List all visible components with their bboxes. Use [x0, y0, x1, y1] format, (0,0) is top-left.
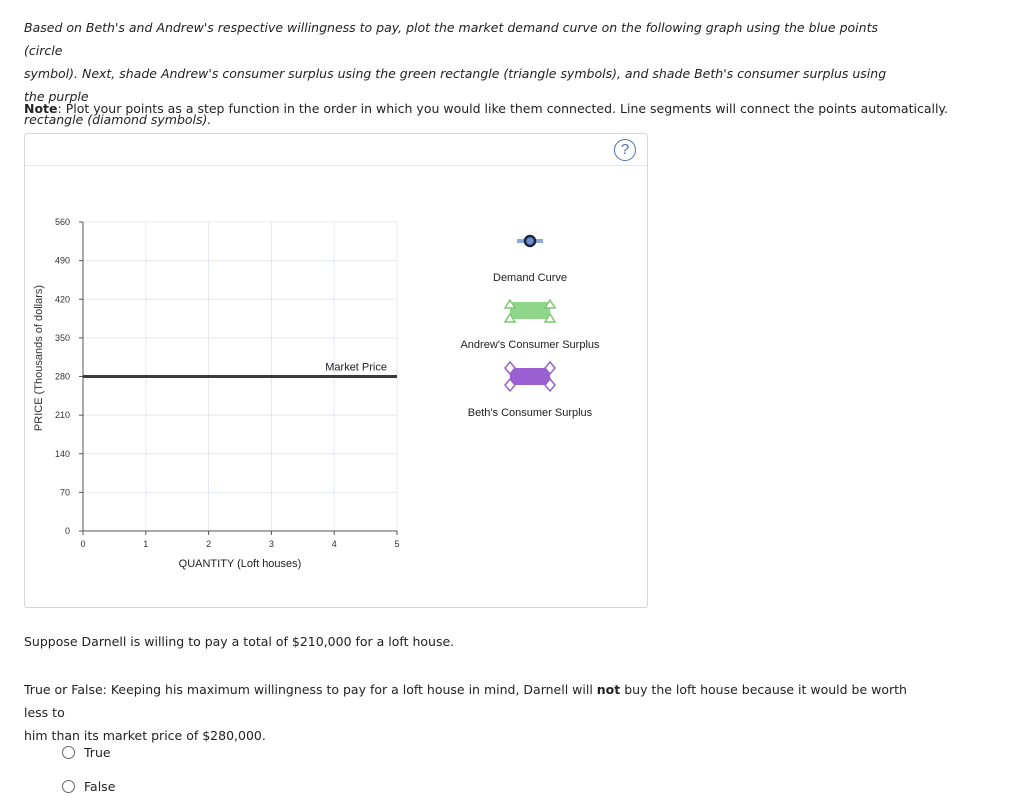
- note-label: Note: [24, 101, 58, 116]
- plot-axes: [79, 222, 397, 535]
- x-axis-label: QUANTITY (Loft houses): [178, 558, 302, 570]
- question-text-bold: not: [596, 682, 621, 697]
- y-tick-label: 490: [54, 255, 70, 266]
- option-false[interactable]: [62, 779, 115, 794]
- option-false-label: False: [84, 779, 116, 794]
- y-tick-labels: [55, 217, 70, 536]
- beth-surplus-tool[interactable]: [505, 362, 555, 391]
- market-price-label: Market Price: [325, 361, 387, 374]
- y-axis-label: PRICE (Thousands of dollars): [33, 284, 45, 432]
- x-tick-labels: [80, 539, 399, 549]
- andrew-surplus-tool[interactable]: [505, 300, 555, 322]
- y-tick-label: 210: [54, 410, 70, 421]
- note: [24, 99, 948, 119]
- graph-canvas[interactable]: [25, 134, 647, 607]
- y-tick-label: 0: [64, 526, 70, 536]
- note-text: : Plot your points as a step function in the order in which you would like them connected. Line segments will connect the points automatically.: [57, 101, 949, 116]
- x-tick-label: 1: [143, 539, 149, 549]
- legend-andrew-label: Andrew's Consumer Surplus: [460, 339, 600, 351]
- x-tick-label: 5: [394, 539, 400, 549]
- beth-surplus-rect-icon: [510, 368, 550, 385]
- legend-beth-label: Beth's Consumer Surplus: [467, 407, 593, 419]
- x-tick-label: 4: [331, 539, 337, 549]
- help-icon[interactable]: ?: [614, 139, 636, 161]
- radio-true[interactable]: [62, 746, 75, 759]
- y-tick-label: 140: [54, 448, 70, 459]
- y-tick-label: 560: [54, 217, 70, 227]
- question-setup: Suppose Darnell is willing to pay a total of $210,000 for a loft house.: [24, 634, 455, 649]
- x-tick-label: 3: [268, 539, 274, 549]
- question-text-a: True or False: Keeping his maximum willingness to pay for a loft house in mind, Darnell will: [24, 682, 597, 697]
- instructions-line-1: Based on Beth's and Andrew's respective willingness to pay, plot the market demand curve on the following graph using the blue points (circle: [24, 20, 878, 58]
- instructions-line-3: rectangle (diamond symbols).: [24, 112, 212, 127]
- legend-demand-label: Demand Curve: [493, 272, 567, 284]
- y-tick-label: 280: [54, 371, 70, 382]
- x-tick-label: 2: [206, 539, 212, 549]
- question-prompt: [24, 678, 924, 747]
- question-text-b: buy the loft house because it would be worth less to: [24, 682, 907, 720]
- instructions-line-2: symbol). Next, shade Andrew's consumer surplus using the green rectangle (triangle symbols), and shade Beth's consumer surplus using the purple: [24, 66, 887, 104]
- y-tick-label: 350: [54, 332, 70, 343]
- y-tick-label: 420: [54, 294, 70, 305]
- y-tick-label: 70: [59, 487, 70, 498]
- radio-false[interactable]: [62, 780, 75, 793]
- andrew-surplus-rect-icon: [510, 302, 550, 319]
- graph-panel: [24, 133, 648, 608]
- question-text-line2: him than its market price of $280,000.: [24, 728, 266, 743]
- option-true[interactable]: [62, 745, 111, 760]
- x-tick-label: 0: [80, 539, 86, 549]
- demand-curve-circle-icon: [525, 236, 535, 246]
- option-true-label: True: [84, 745, 111, 760]
- demand-curve-tool[interactable]: [517, 236, 543, 246]
